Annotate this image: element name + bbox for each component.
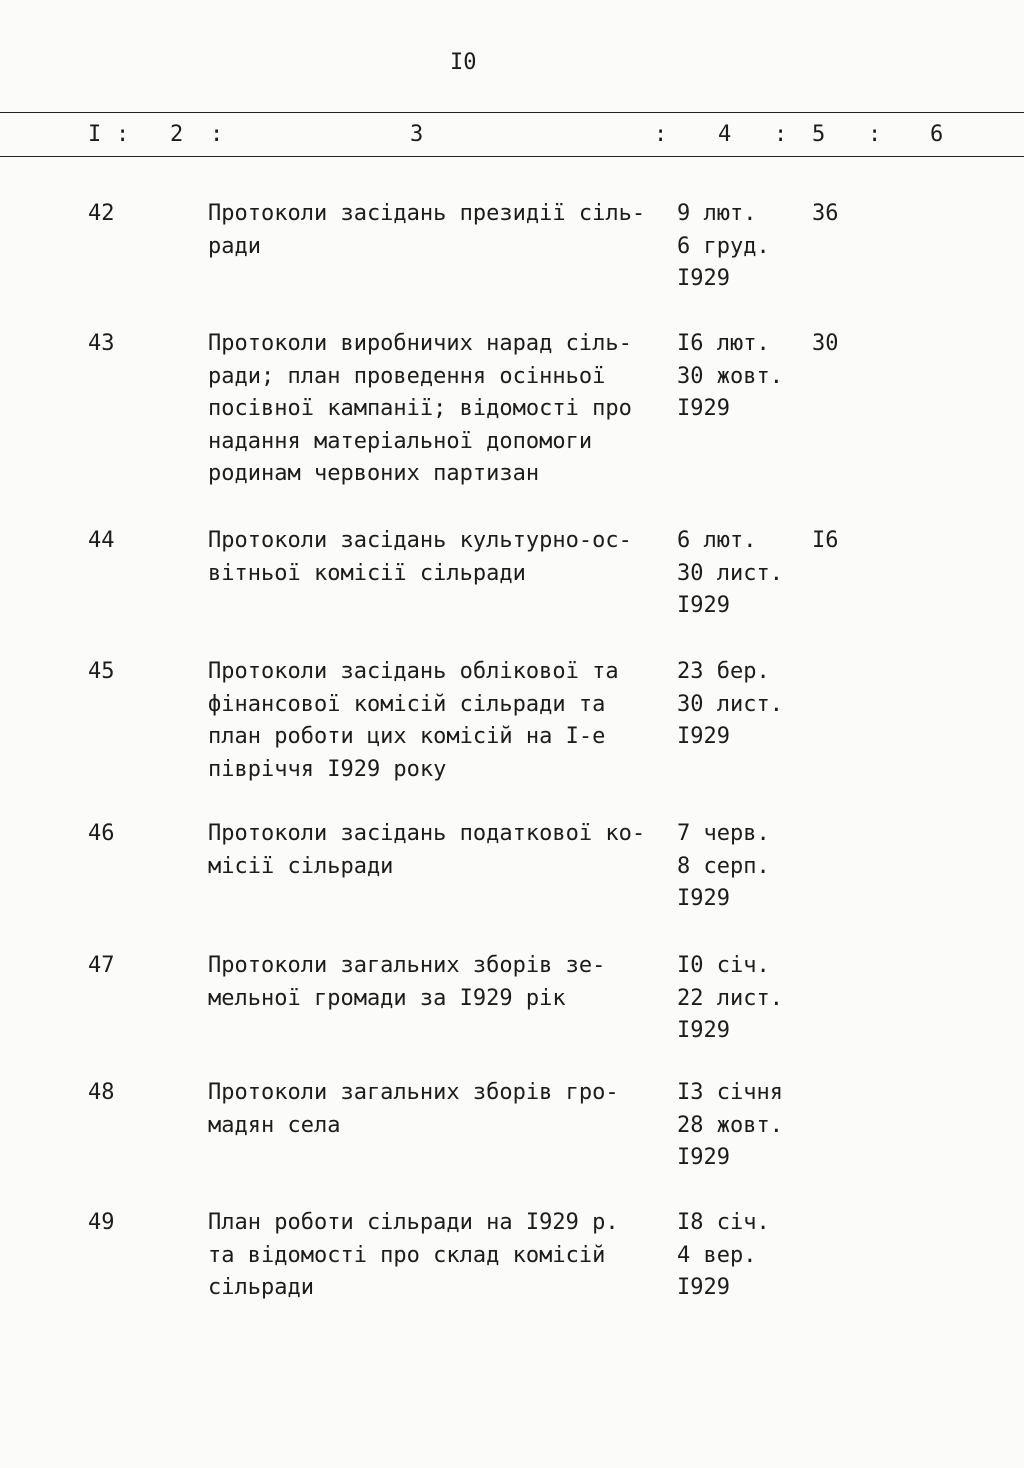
- record-dates: [677, 198, 770, 296]
- record-year: I929: [677, 886, 730, 911]
- record-date-end: 30 лист.: [677, 691, 783, 717]
- record-number: 45: [88, 659, 115, 684]
- column-separator: :: [210, 122, 224, 147]
- record-date-end: 4 вер.: [677, 1242, 757, 1268]
- record-title-line: план роботи цих комісій на I-е: [208, 724, 606, 749]
- column-header-6: 6: [930, 122, 944, 147]
- record-title-line: мадян села: [208, 1112, 341, 1138]
- record-title-line: План роботи сільради на I929 р.: [208, 1210, 619, 1235]
- record-date-end: 22 лист.: [677, 985, 783, 1011]
- record-title: [208, 328, 658, 491]
- header-top-rule: [0, 112, 1024, 113]
- record-title-line: Протоколи засідань культурно-ос-: [208, 528, 632, 553]
- record-year: I929: [677, 1018, 730, 1043]
- record-title-line: Протоколи загальних зборів гро-: [208, 1080, 619, 1105]
- header-bottom-rule: [0, 156, 1024, 157]
- column-header-4: 4: [718, 122, 732, 147]
- record-title-line: фінансової комісій сільради та: [208, 691, 606, 717]
- record-dates: [677, 1207, 770, 1305]
- record-number: 43: [88, 331, 115, 356]
- record-title-line: посівної кампанії; відомості про: [208, 396, 632, 421]
- record-date-end: 30 лист.: [677, 560, 783, 586]
- record-date-start: 9 лют.: [677, 201, 757, 226]
- record-title-line: сільради: [208, 1275, 314, 1300]
- record-title-line: вітньої комісії сільради: [208, 560, 526, 586]
- column-separator: :: [774, 122, 788, 147]
- record-year: I929: [677, 1145, 730, 1170]
- record-title-line: надання матеріальної допомоги: [208, 428, 593, 454]
- column-header-3: 3: [410, 122, 424, 147]
- record-number: 42: [88, 201, 115, 226]
- record-title-line: півріччя I929 року: [208, 756, 447, 782]
- record-year: I929: [677, 396, 730, 421]
- record-date-start: I0 січ.: [677, 953, 770, 978]
- record-title-line: місії сільради: [208, 853, 394, 879]
- record-title-line: Протоколи засідань облікової та: [208, 659, 619, 684]
- record-title-line: Протоколи виробничих нарад сіль-: [208, 331, 632, 356]
- record-number: 49: [88, 1210, 115, 1235]
- record-date-start: I3 січня: [677, 1080, 783, 1105]
- record-title-line: Протоколи засідань президії сіль-: [208, 201, 646, 226]
- column-header-5: 5: [812, 122, 826, 147]
- record-title: [208, 1077, 658, 1142]
- record-title-line: Протоколи загальних зборів зе-: [208, 953, 606, 978]
- record-title-line: ради; план проведення осінньої: [208, 363, 606, 389]
- record-dates: [677, 818, 770, 916]
- record-date-end: 8 серп.: [677, 853, 770, 879]
- record-title-line: ради: [208, 233, 261, 259]
- record-title-line: та відомості про склад комісій: [208, 1242, 606, 1268]
- record-number: 47: [88, 953, 115, 978]
- record-year: I929: [677, 1275, 730, 1300]
- record-date-end: 30 жовт.: [677, 363, 783, 389]
- record-title: [208, 656, 658, 786]
- record-dates: [677, 656, 783, 754]
- record-year: I929: [677, 266, 730, 291]
- record-date-start: 23 бер.: [677, 659, 770, 684]
- record-date-end: 28 жовт.: [677, 1112, 783, 1138]
- column-header-2: 2: [170, 122, 184, 147]
- record-year: I929: [677, 593, 730, 618]
- column-separator: :: [116, 122, 130, 147]
- record-title: [208, 525, 658, 590]
- record-number: 48: [88, 1080, 115, 1105]
- record-dates: [677, 328, 783, 426]
- record-year: I929: [677, 724, 730, 749]
- record-number: 44: [88, 528, 115, 553]
- record-dates: [677, 525, 783, 623]
- record-title-line: мельної громади за I929 рік: [208, 985, 566, 1011]
- record-date-start: 7 черв.: [677, 821, 770, 846]
- record-date-end: 6 груд.: [677, 233, 770, 259]
- record-title-line: родинам червоних партизан: [208, 461, 540, 486]
- record-sheet-count: I6: [812, 528, 839, 553]
- record-title: [208, 950, 658, 1015]
- record-title: [208, 1207, 658, 1305]
- record-date-start: 6 лют.: [677, 528, 757, 553]
- record-title-line: Протоколи засідань податкової ко-: [208, 821, 646, 846]
- record-date-start: I8 січ.: [677, 1210, 770, 1235]
- record-number: 46: [88, 821, 115, 846]
- record-sheet-count: 30: [812, 331, 839, 356]
- column-header-1: I: [88, 122, 102, 147]
- record-dates: [677, 950, 783, 1048]
- record-date-start: I6 лют.: [677, 331, 770, 356]
- page-number: I0: [450, 50, 477, 75]
- column-separator: :: [868, 122, 882, 147]
- record-title: [208, 198, 658, 263]
- column-separator: :: [654, 122, 668, 147]
- record-dates: [677, 1077, 783, 1175]
- record-title: [208, 818, 658, 883]
- record-sheet-count: 36: [812, 201, 839, 226]
